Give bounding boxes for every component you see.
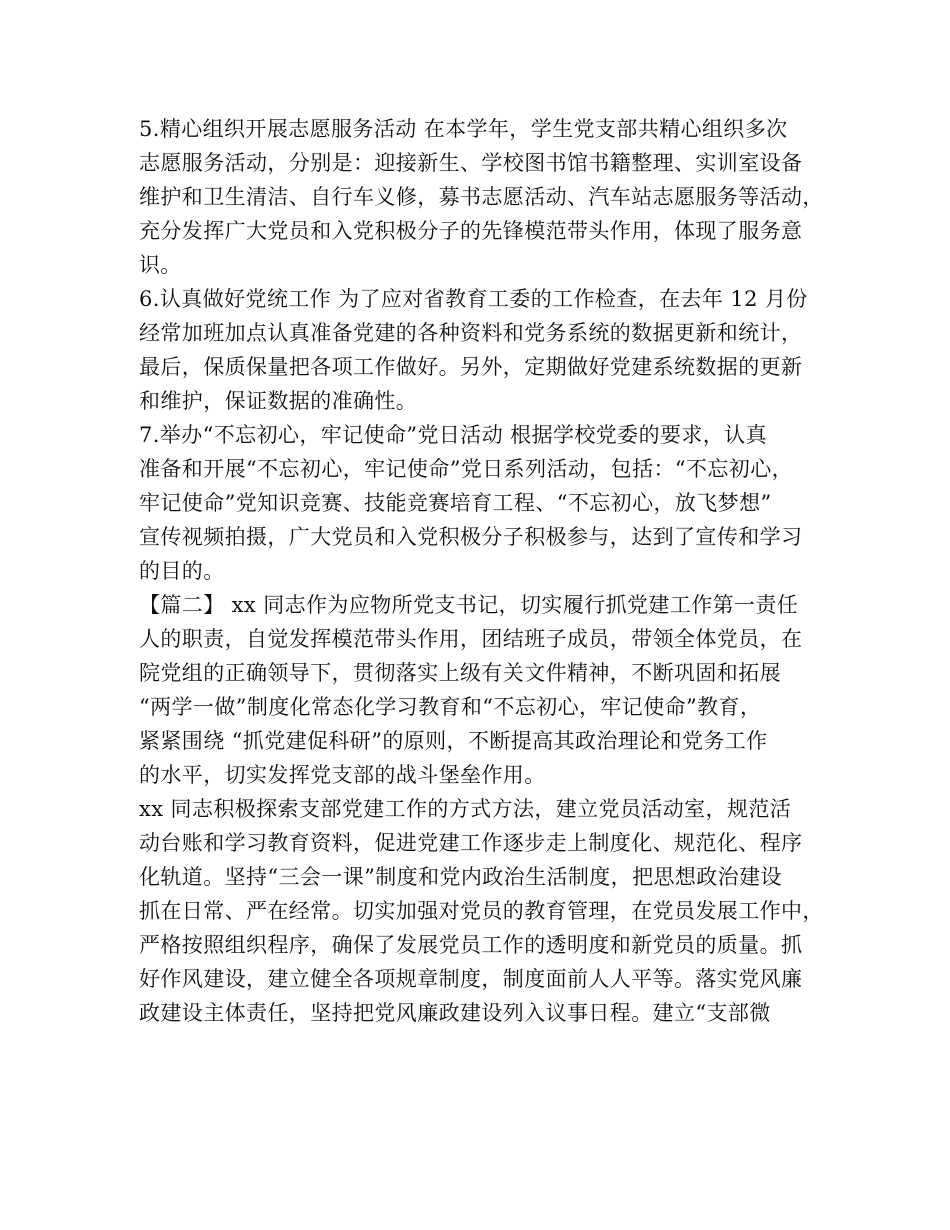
text-line: 准备和开展“不忘初心，牢记使命”党日系列活动，包括：“不忘初心，	[139, 457, 794, 481]
text-line: 好作风建设，建立健全各项规章制度，制度面前人人平等。落实党风廉	[139, 967, 803, 991]
text-line: 识。	[139, 253, 182, 277]
text-line: 院党组的正确领导下，贯彻落实上级有关文件精神，不断巩固和拓展	[139, 661, 781, 685]
text-line: xx 同志积极探索支部党建工作的方式方法，建立党员活动室，规范活	[139, 797, 792, 821]
text-line: 政建设主体责任，坚持把党风廉政建设列入议事日程。建立“支部微	[139, 1001, 771, 1025]
text-line: 紧紧围绕 “抓党建促科研”的原则，不断提高其政治理论和党务工作	[139, 729, 768, 753]
text-line: 牢记使命”党知识竞赛、技能竞赛培育工程、“不忘初心，放飞梦想”	[139, 491, 772, 515]
text-line: 维护和卫生清洁、自行车义修，募书志愿活动、汽车站志愿服务等活动，	[139, 185, 824, 209]
text-line: 的目的。	[139, 559, 225, 583]
text-line: 严格按照组织程序，确保了发展党员工作的透明度和新党员的质量。抓	[139, 933, 803, 957]
text-line: 【篇二】 xx 同志作为应物所党支书记，切实履行抓党建工作第一责任	[139, 593, 799, 617]
text-line: 和维护，保证数据的准确性。	[139, 389, 418, 413]
text-line: 充分发挥广大党员和入党积极分子的先锋模范带头作用，体现了服务意	[139, 219, 803, 243]
text-line: 5.精心组织开展志愿服务活动 在本学年，学生党支部共精心组织多次	[139, 117, 788, 141]
text-line: 6.认真做好党统工作 为了应对省教育工委的工作检查，在去年 12 月份	[139, 287, 808, 311]
document-body	[139, 112, 829, 1030]
text-line: 宣传视频拍摄，广大党员和入党积极分子积极参与，达到了宣传和学习	[139, 525, 803, 549]
text-line: 的水平，切实发挥党支部的战斗堡垒作用。	[139, 763, 546, 787]
text-line: 最后，保质保量把各项工作做好。另外，定期做好党建系统数据的更新	[139, 355, 803, 379]
text-line: 抓在日常、严在经常。切实加强对党员的教育管理，在党员发展工作中，	[139, 899, 824, 923]
text-line: 人的职责，自觉发挥模范带头作用，团结班子成员，带领全体党员，在	[139, 627, 803, 651]
text-line: “两学一做”制度化常态化学习教育和“不忘初心，牢记使命”教育，	[139, 695, 762, 719]
text-line: 志愿服务活动，分别是：迎接新生、学校图书馆书籍整理、实训室设备	[139, 151, 803, 175]
text-line: 化轨道。坚持“三会一课”制度和党内政治生活制度，把思想政治建设	[139, 865, 782, 889]
text-line: 经常加班加点认真准备党建的各种资料和党务系统的数据更新和统计，	[139, 321, 803, 345]
text-line: 动台账和学习教育资料，促进党建工作逐步走上制度化、规范化、程序	[139, 831, 803, 855]
text-line: 7.举办“不忘初心，牢记使命”党日活动 根据学校党委的要求，认真	[139, 423, 767, 447]
